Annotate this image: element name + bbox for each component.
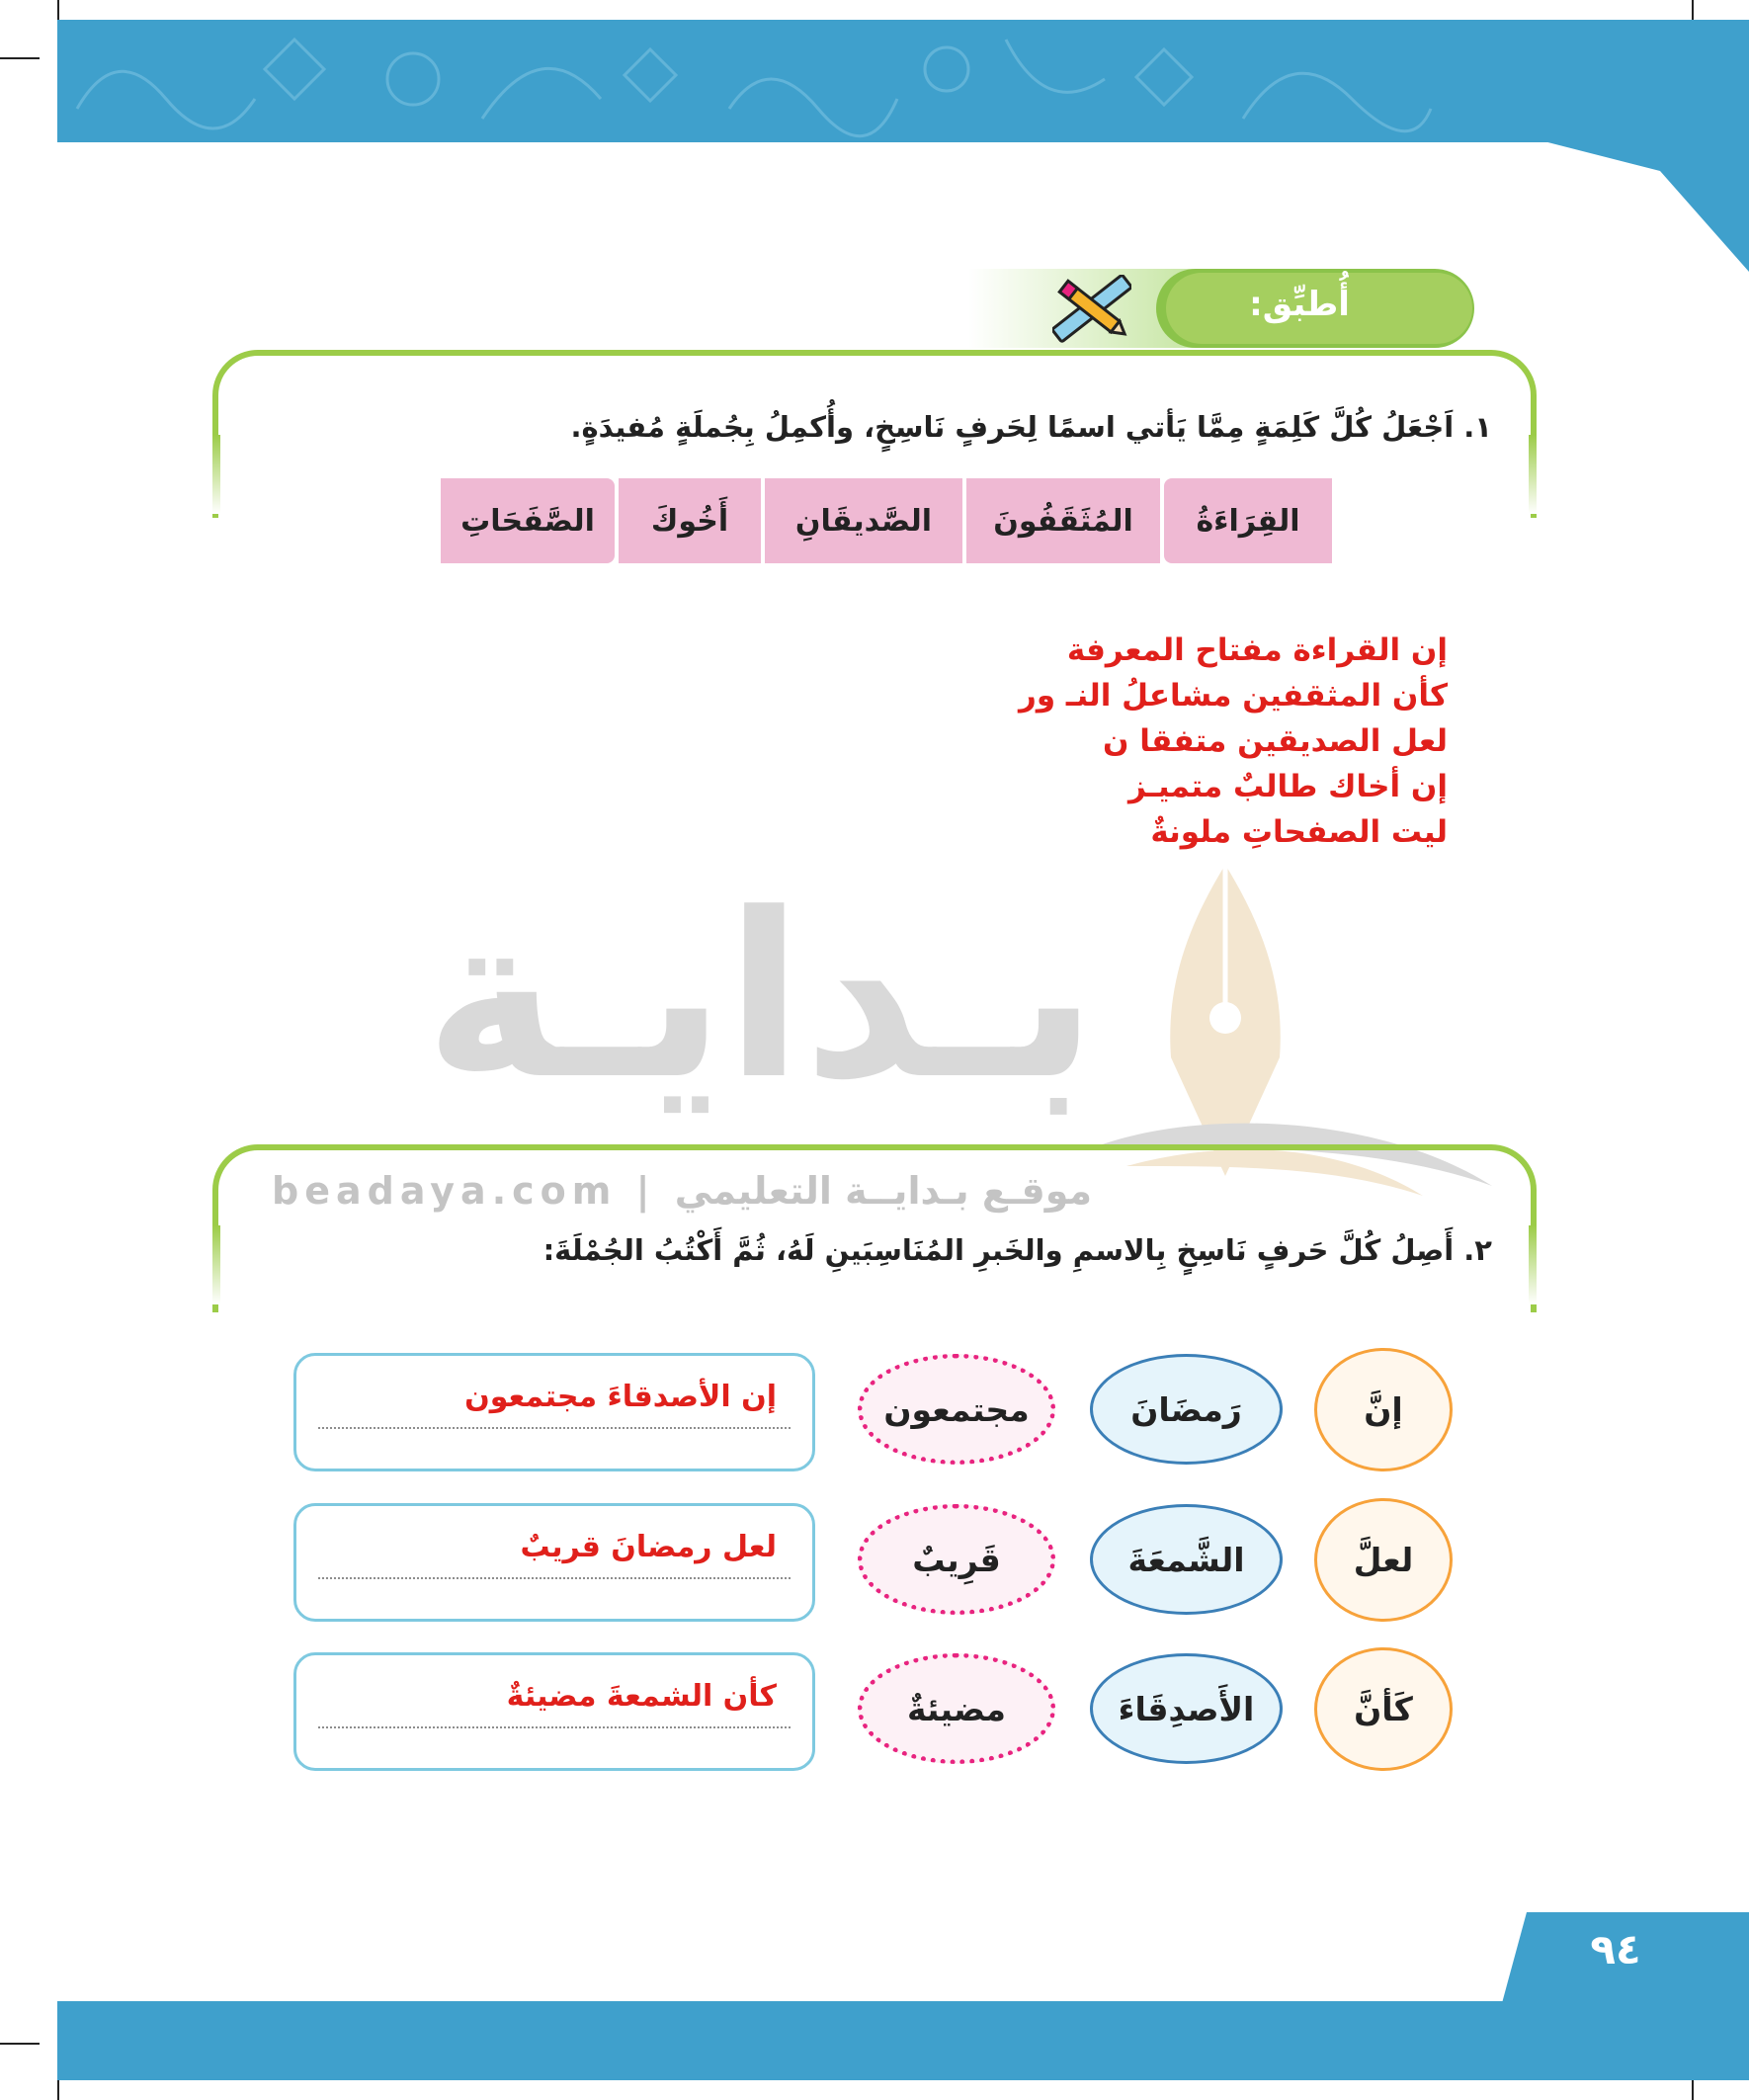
answer-box — [293, 1353, 815, 1471]
answer-dotted-line — [318, 1726, 791, 1728]
answer-text: لعل رمضانَ قريبٌ — [520, 1530, 777, 1564]
particle-oval: إنَّ — [1314, 1348, 1453, 1471]
question1-text: ١. اَجْعَلُ كُلَّ كَلِمَةٍ مِمَّا يَأتي اسمًا لِحَرفٍ نَاسِخٍ، وأُكمِلُ بِجُملَةٍ مُفيدَةٍ. — [570, 410, 1492, 444]
answer-box — [293, 1652, 815, 1771]
section-title: أُطبِّق: — [1249, 285, 1350, 324]
answer-box — [293, 1503, 815, 1622]
noun-oval: الشَّمعَةَ — [1090, 1504, 1283, 1615]
answer-line: إن أخاك طالبٌ متميـز — [1128, 769, 1448, 804]
section2-frame — [212, 1144, 1537, 1312]
answer-text: إن الأصدقاءَ مجتمعون — [464, 1380, 777, 1414]
noun-oval: الأَصدِقَاءَ — [1090, 1653, 1283, 1764]
predicate-oval: مجتمعون — [858, 1354, 1055, 1465]
section1-frame-fade — [212, 435, 220, 514]
crop-mark — [0, 57, 40, 59]
pencil-ruler-icon — [1052, 275, 1131, 344]
question2-text: ٢. أَصِلُ كُلَّ حَرفٍ نَاسِخٍ بِالاسمِ والخَبرِ المُنَاسِبَينِ لَهُ، ثُمَّ أَكْتُبُ الجُمْلَةَ: — [542, 1233, 1492, 1267]
word-bank — [441, 478, 1332, 563]
word-bank-cell: أَخُوكَ — [619, 478, 761, 563]
watermark-brand: بـدايـة — [424, 866, 1098, 1130]
answer-text: كأن الشمعةَ مضيئةٌ — [506, 1679, 777, 1714]
answer-line: إن القراءة مفتاح المعرفة — [1066, 632, 1448, 668]
section1-frame-fade — [1529, 435, 1537, 514]
section2-frame-fade — [212, 1225, 220, 1304]
crop-mark — [0, 2043, 40, 2045]
answer-dotted-line — [318, 1577, 791, 1579]
predicate-oval: مضيئةٌ — [858, 1653, 1055, 1764]
word-bank-cell: الصَّفَحَاتِ — [441, 478, 615, 563]
noun-oval: رَمضَانَ — [1090, 1354, 1283, 1465]
watermark-url: beadaya.com | موقـع بـدايــة التعليمي — [272, 1169, 1093, 1213]
word-bank-cell: المُثَقَفُونَ — [966, 478, 1160, 563]
particle-oval: كَأنَّ — [1314, 1647, 1453, 1771]
top-banner-curve — [1453, 20, 1749, 272]
bottom-banner — [57, 2001, 1749, 2080]
answer-line: ليت الصفحاتِ ملونةٌ — [1150, 814, 1448, 850]
word-bank-cell: القِرَاءَةُ — [1164, 478, 1332, 563]
answer-line: لعل الصديقين متفقا ن — [1103, 723, 1448, 759]
word-bank-cell: الصَّديقَانِ — [765, 478, 962, 563]
section2-frame-fade — [1529, 1225, 1537, 1304]
predicate-oval: قَرِيبٌ — [858, 1504, 1055, 1615]
answer-line: كأن المثقفين مشاعلُ النـ ور — [1018, 678, 1448, 714]
particle-oval: لعلَّ — [1314, 1498, 1453, 1622]
answer-dotted-line — [318, 1427, 791, 1429]
page-number: ٩٤ — [1590, 1925, 1641, 1974]
